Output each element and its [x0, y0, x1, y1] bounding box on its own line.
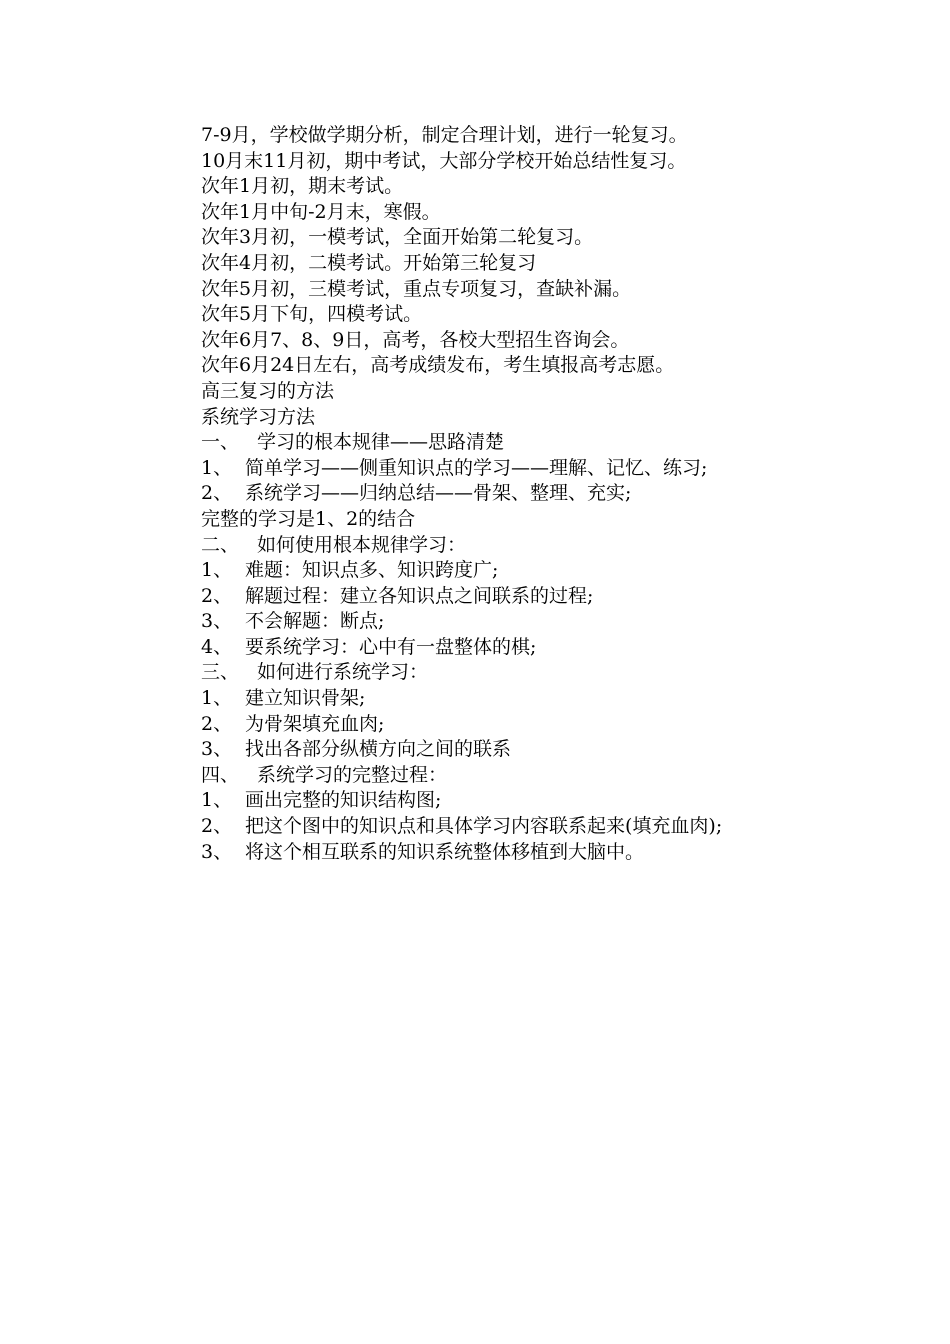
- section-title: 如何进行系统学习：: [257, 661, 429, 684]
- item-text: 画出完整的知识结构图;: [245, 789, 442, 812]
- list-item: [201, 456, 901, 482]
- list-item: [201, 609, 901, 635]
- schedule-line: 次年1月初，期末考试。: [201, 175, 404, 198]
- item-marker: 3、: [201, 610, 233, 633]
- item-marker: 2、: [201, 712, 233, 735]
- schedule-line: 次年5月下旬，四模考试。: [201, 303, 423, 326]
- section-marker: 三、: [201, 661, 240, 684]
- item-marker: 2、: [201, 815, 233, 838]
- section-title: 如何使用根本规律学习：: [257, 533, 467, 556]
- item-text: 将这个相互联系的知识系统整体移植到大脑中。: [245, 840, 645, 863]
- section-heading: [201, 533, 901, 559]
- item-text: 找出各部分纵横方向之间的联系: [245, 738, 512, 761]
- section-heading: [201, 660, 901, 686]
- list-item: [201, 712, 901, 738]
- section-note: 完整的学习是1、2的结合: [201, 507, 416, 530]
- list-item: [201, 686, 901, 712]
- schedule-line: 次年5月初，三模考试，重点专项复习，查缺补漏。: [201, 277, 632, 300]
- schedule-line: 次年3月初，一模考试，全面开始第二轮复习。: [201, 226, 594, 249]
- list-item: [201, 481, 901, 507]
- item-marker: 4、: [201, 635, 233, 658]
- item-text: 建立知识骨架;: [245, 687, 366, 710]
- list-item: [201, 737, 901, 763]
- schedule-line: 次年4月初，二模考试。开始第三轮复习: [201, 251, 537, 274]
- list-item: [201, 788, 901, 814]
- list-item: [201, 584, 901, 610]
- section-heading: [201, 763, 901, 789]
- section-marker: 一、: [201, 431, 240, 454]
- item-text: 难题：知识点多、知识跨度广;: [245, 559, 499, 582]
- schedule-line: 次年6月7、8、9日，高考，各校大型招生咨询会。: [201, 328, 630, 351]
- item-marker: 1、: [201, 789, 233, 812]
- item-text: 解题过程：建立各知识点之间联系的过程;: [245, 584, 594, 607]
- schedule-line: 次年1月中旬-2月末，寒假。: [201, 200, 441, 223]
- list-item: [201, 814, 901, 840]
- section-title: 学习的根本规律——思路清楚: [257, 431, 505, 454]
- item-text: 要系统学习：心中有一盘整体的棋;: [245, 635, 537, 658]
- item-marker: 3、: [201, 840, 233, 863]
- item-text: 简单学习——侧重知识点的学习——理解、记忆、练习;: [245, 456, 708, 479]
- list-item: [201, 635, 901, 661]
- heading-methods: 高三复习的方法: [201, 379, 335, 402]
- item-marker: 2、: [201, 584, 233, 607]
- heading-system-learning: 系统学习方法: [201, 405, 316, 428]
- item-text: 系统学习——归纳总结——骨架、整理、充实;: [245, 482, 632, 505]
- item-marker: 3、: [201, 738, 233, 761]
- document-body: [201, 123, 901, 865]
- schedule-line: 7-9月，学校做学期分析，制定合理计划，进行一轮复习。: [201, 124, 688, 146]
- list-item: [201, 840, 901, 866]
- schedule-line: 次年6月24日左右，高考成绩发布，考生填报高考志愿。: [201, 354, 675, 377]
- item-marker: 1、: [201, 456, 233, 479]
- list-item: [201, 558, 901, 584]
- section-marker: 四、: [201, 763, 240, 786]
- section-marker: 二、: [201, 533, 240, 556]
- schedule-line: 10月末11月初，期中考试，大部分学校开始总结性复习。: [201, 149, 687, 172]
- item-marker: 1、: [201, 687, 233, 710]
- item-text: 为骨架填充血肉;: [245, 712, 385, 735]
- item-text: 把这个图中的知识点和具体学习内容联系起来(填充血肉);: [245, 815, 723, 838]
- section-heading: [201, 430, 901, 456]
- item-marker: 2、: [201, 482, 233, 505]
- section-title: 系统学习的完整过程：: [257, 763, 448, 786]
- item-text: 不会解题：断点;: [245, 610, 385, 633]
- item-marker: 1、: [201, 559, 233, 582]
